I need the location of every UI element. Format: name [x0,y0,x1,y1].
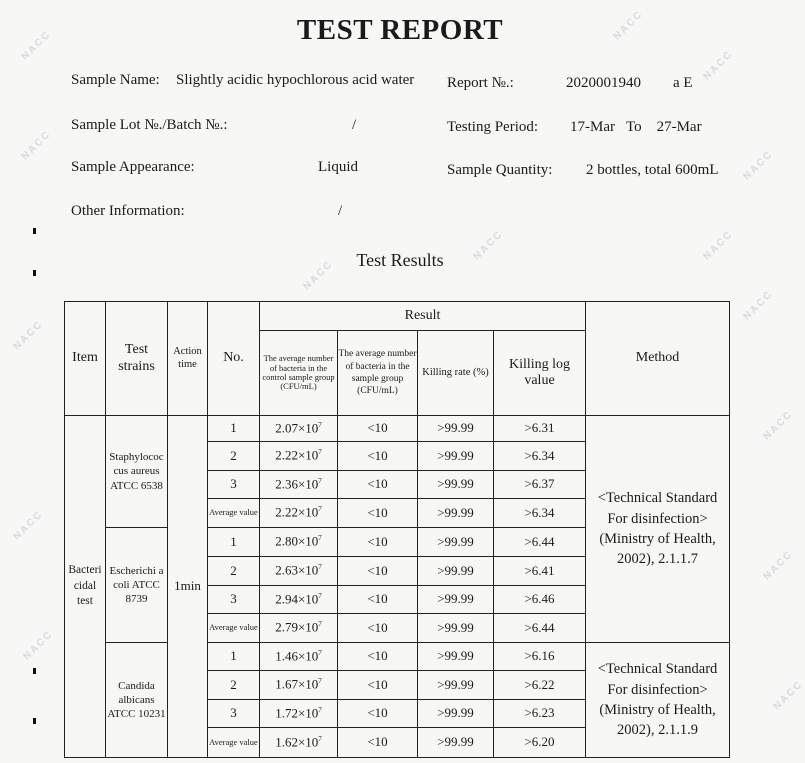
sample-count-cell: <10 [338,586,418,614]
killing-log-cell: >6.41 [494,557,586,586]
sample-count-cell: <10 [338,614,418,643]
control-count-base: 2.63×10 [275,562,319,578]
control-count-exponent: 7 [318,591,322,600]
killing-rate-cell: >99.99 [418,586,494,614]
report-no-value: 2020001940 [566,75,641,91]
action-time-cell: 1min [168,416,208,758]
header-killing-rate: Killing rate (%) [418,331,494,416]
control-count-base: 2.36×10 [275,476,319,492]
margin-mark [33,718,36,724]
sample-count-cell: <10 [338,643,418,671]
average-label-cell: Average value [208,614,260,643]
control-count-cell [260,557,338,586]
control-count-exponent: 7 [318,448,322,457]
method-cell-1: <Technical Standard For disinfection> (Ministry of Health, 2002), 2.1.1.7 [586,416,730,643]
control-count-cell [260,442,338,471]
sample-count-cell: <10 [338,728,418,758]
control-count-exponent: 7 [318,534,322,543]
margin-mark [33,228,36,234]
control-count-cell [260,643,338,671]
watermark-text: NACC [19,128,54,163]
control-count-cell [260,586,338,614]
lot-value: / [352,117,357,133]
watermark-text: NACC [611,8,646,43]
sample-count-cell: <10 [338,442,418,471]
sample-count-cell: <10 [338,557,418,586]
header-test-strains: Test strains [106,302,168,416]
sample-count-cell: <10 [338,471,418,499]
other-info-label: Other Information: [71,203,185,219]
control-count-exponent: 7 [318,734,322,743]
watermark-text: NACC [471,228,506,263]
killing-rate-cell: >99.99 [418,671,494,700]
table-row [65,416,730,442]
no-cell: 1 [208,416,260,442]
strain-cell: Staphylococ cus aureus ATCC 6538 [106,416,168,528]
killing-log-cell: >6.37 [494,471,586,499]
margin-mark [33,270,36,276]
no-cell: 3 [208,471,260,499]
average-label-cell: Average value [208,728,260,758]
watermark-text: NACC [761,548,796,583]
control-count-base: 2.79×10 [275,619,319,635]
margin-mark [33,668,36,674]
header-result: Result [260,302,586,331]
control-count-base: 2.22×10 [275,504,319,520]
killing-rate-cell: >99.99 [418,614,494,643]
watermark-text: NACC [19,28,54,63]
control-count-exponent: 7 [318,505,322,514]
header-action-time: Action time [168,302,208,416]
killing-log-cell: >6.31 [494,416,586,442]
control-count-exponent: 7 [318,648,322,657]
control-count-cell [260,416,338,442]
killing-rate-cell: >99.99 [418,700,494,728]
killing-log-cell: >6.34 [494,442,586,471]
watermark-text: NACC [741,288,776,323]
killing-log-cell: >6.16 [494,643,586,671]
appearance-value: Liquid [318,159,358,175]
control-count-exponent: 7 [318,620,322,629]
control-count-base: 1.62×10 [275,734,319,750]
sample-count-cell: <10 [338,416,418,442]
control-count-exponent: 7 [318,563,322,572]
no-cell: 2 [208,557,260,586]
no-cell: 2 [208,671,260,700]
section-title: Test Results [356,250,444,270]
watermark-text: NACC [11,508,46,543]
killing-rate-cell: >99.99 [418,471,494,499]
strain-cell: Escherichi a coli ATCC 8739 [106,528,168,643]
testing-period-label: Testing Period: [447,119,539,135]
control-count-cell [260,614,338,643]
control-count-exponent: 7 [318,705,322,714]
report-title: TEST REPORT [296,14,504,46]
header-method: Method [586,302,730,416]
no-cell: 3 [208,700,260,728]
no-cell: 2 [208,442,260,471]
watermark-text: NACC [21,628,56,663]
control-count-cell [260,499,338,528]
killing-rate-cell: >99.99 [418,442,494,471]
control-count-cell [260,700,338,728]
watermark-text: NACC [301,258,336,293]
control-count-exponent: 7 [318,677,322,686]
other-info-value: / [338,203,343,219]
sample-name-label: Sample Name: [71,72,160,88]
no-cell: 1 [208,528,260,557]
method-cell-2: <Technical Standard For disinfection> (Ministry of Health, 2002), 2.1.1.9 [586,643,730,758]
sample-count-cell: <10 [338,528,418,557]
quantity-label: Sample Quantity: [447,162,553,178]
killing-log-cell: >6.22 [494,671,586,700]
header-item: Item [65,302,106,416]
report-no-suffix: a E [673,75,693,91]
killing-log-cell: >6.46 [494,586,586,614]
item-cell: Bacteri cidal test [65,416,106,758]
table-row [65,643,730,671]
results-table [64,301,730,758]
watermark-text: NACC [771,678,805,713]
control-count-base: 2.07×10 [275,420,319,436]
control-count-cell [260,471,338,499]
watermark-text: NACC [701,48,736,83]
killing-rate-cell: >99.99 [418,499,494,528]
killing-rate-cell: >99.99 [418,528,494,557]
no-cell: 3 [208,586,260,614]
killing-rate-cell: >99.99 [418,557,494,586]
header-killing-log: Killing log value [494,331,586,416]
killing-log-cell: >6.34 [494,499,586,528]
no-cell: 1 [208,643,260,671]
watermark-text: NACC [741,148,776,183]
control-count-base: 2.94×10 [275,591,319,607]
report-no-label: Report №.: [447,75,514,91]
control-count-exponent: 7 [318,476,322,485]
strain-cell: Candida albicans ATCC 10231 [106,643,168,758]
killing-log-cell: >6.44 [494,528,586,557]
killing-log-cell: >6.23 [494,700,586,728]
killing-rate-cell: >99.99 [418,643,494,671]
watermark-text: NACC [701,228,736,263]
appearance-label: Sample Appearance: [71,159,195,175]
sample-count-cell: <10 [338,671,418,700]
results-body [65,416,730,758]
testing-period-value: 17-Mar To 27-Mar [570,119,702,135]
watermark-text: NACC [761,408,796,443]
killing-rate-cell: >99.99 [418,728,494,758]
control-count-cell [260,528,338,557]
sample-count-cell: <10 [338,499,418,528]
header-sample-count: The average number of bacteria in the sample group (CFU/mL) [338,331,418,416]
sample-name-value: Slightly acidic hypochlorous acid water [176,72,415,88]
killing-rate-cell: >99.99 [418,416,494,442]
control-count-cell [260,671,338,700]
control-count-base: 1.46×10 [275,648,319,664]
killing-log-cell: >6.20 [494,728,586,758]
watermark-text: NACC [11,318,46,353]
control-count-base: 2.80×10 [275,533,319,549]
control-count-exponent: 7 [318,420,322,429]
control-count-cell [260,728,338,758]
control-count-base: 1.67×10 [275,676,319,692]
lot-label: Sample Lot №./Batch №.: [71,117,228,133]
header-no: No. [208,302,260,416]
killing-log-cell: >6.44 [494,614,586,643]
quantity-value: 2 bottles, total 600mL [586,162,719,178]
sample-count-cell: <10 [338,700,418,728]
control-count-base: 2.22×10 [275,447,319,463]
header-control-count: The average number of bacteria in the control sample group (CFU/mL) [260,331,338,416]
average-label-cell: Average value [208,499,260,528]
control-count-base: 1.72×10 [275,705,319,721]
